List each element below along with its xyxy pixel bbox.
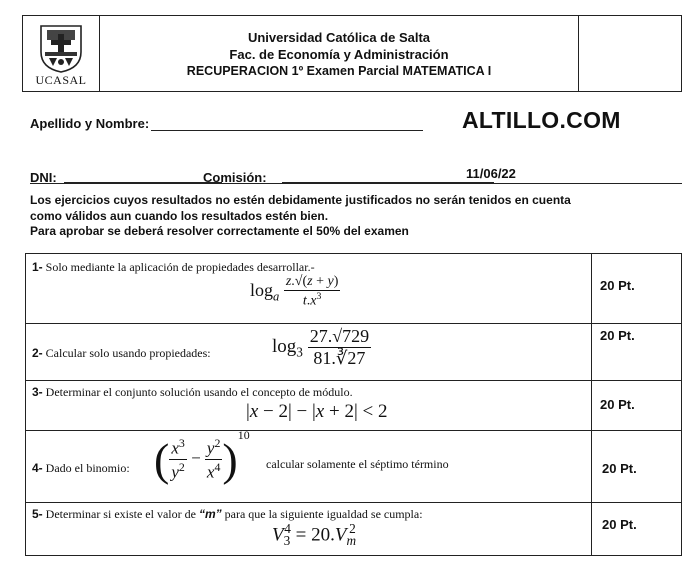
title-cell [100, 16, 578, 91]
exam-date: 11/06/22 [466, 166, 516, 181]
exercise-4-formula: ( $\frac{x^3}{y^2}$ − $\frac{y^2}{x^4}$ )$^{10}$ [154, 427, 250, 485]
exercise-row-5 [26, 503, 682, 556]
exercise-5-text-3: para que la siguiente igualdad se cumpla: [224, 507, 423, 521]
exercise-1-number: 1- [32, 260, 43, 274]
name-row [30, 116, 423, 131]
comision-blank-line[interactable] [282, 166, 494, 183]
exercise-4-points: 20 Pt. [602, 461, 637, 476]
logo-text: UCASAL [35, 73, 87, 87]
instructions-line-1: Los ejercicios cuyos resultados no estén debidamente justificados no serán tenidos en cuenta [30, 193, 571, 207]
exercise-3-text: Determinar el conjunto solución usando el concepto de módulo. [45, 385, 353, 399]
exercise-2-cell [26, 324, 592, 381]
instructions [30, 193, 690, 240]
dni-blank-line[interactable] [64, 166, 222, 183]
exercise-2-text: Calcular solo usando propiedades: [45, 346, 211, 360]
exercise-3-points-cell [592, 381, 682, 431]
exercise-row-1 [26, 254, 682, 324]
exercise-3-cell [26, 381, 592, 431]
exercise-5-text: Determinar si existe el valor de [45, 507, 196, 521]
exercise-5-variable-m: “m” [198, 507, 222, 521]
exercise-2-number: 2- [32, 346, 43, 360]
blank-cell [578, 16, 681, 91]
exercise-1-points-cell [592, 254, 682, 324]
exercise-row-2 [26, 324, 682, 381]
name-blank-line[interactable] [151, 117, 423, 131]
exercise-4-points-cell [592, 431, 682, 503]
exam-title: RECUPERACION 1º Examen Parcial MATEMATICA I [186, 63, 492, 78]
exercise-1-cell [26, 254, 592, 324]
exercises-table [25, 253, 682, 556]
exercise-1-formula: $\log_a$ $\frac{z.√(z + y)}{t.x^3}$ [250, 274, 339, 309]
university-name: Universidad Católica de Salta [247, 29, 431, 45]
exercise-2-points-cell [592, 324, 682, 381]
exercise-4-number: 4- [32, 461, 43, 475]
exercise-row-3 [26, 381, 682, 431]
exam-header [22, 15, 682, 92]
exercise-4-text: Dado el binomio: [45, 461, 130, 475]
exercise-3-points: 20 Pt. [600, 397, 635, 412]
exercise-5-cell [26, 503, 592, 556]
exercise-4-cell [26, 427, 592, 503]
exercise-3-number: 3- [32, 385, 43, 399]
dni-row [30, 166, 682, 184]
exercise-5-formula: $V_3^4 = 20.V_m^2$ [272, 521, 357, 549]
dni-row-rule [30, 183, 682, 184]
exercise-5-number: 5- [32, 507, 43, 521]
logo-cell [23, 16, 100, 91]
exercise-row-4 [26, 431, 682, 503]
exercise-4-text-2: calcular solamente el séptimo término [266, 457, 449, 471]
ucasal-logo-icon [37, 22, 85, 74]
comision-label: Comisión: [203, 170, 267, 185]
exercise-1-text: Solo mediante la aplicación de propiedades desarrollar.- [45, 260, 315, 274]
exercise-5-points: 20 Pt. [602, 517, 637, 532]
faculty-name: Fac. de Economía y Administración [229, 46, 449, 62]
name-label: Apellido y Nombre: [30, 116, 150, 131]
instructions-line-3: Para aprobar se deberá resolver correctamente el 50% del examen [30, 224, 409, 238]
instructions-line-2: como válidos aun cuando los resultados estén bien. [30, 208, 329, 223]
exercise-1-points: 20 Pt. [600, 278, 635, 293]
exercise-5-points-cell [592, 503, 682, 556]
exercise-2-points: 20 Pt. [600, 328, 635, 343]
dni-label: DNI: [30, 170, 57, 185]
altillo-watermark: ALTILLO.COM [462, 107, 621, 133]
exercise-2-formula: $\log_3$ $\frac{27.√729}{81.∛27}$ [272, 326, 370, 368]
exercise-3-formula: |x − 2| − |x + 2| < 2 [246, 401, 388, 422]
